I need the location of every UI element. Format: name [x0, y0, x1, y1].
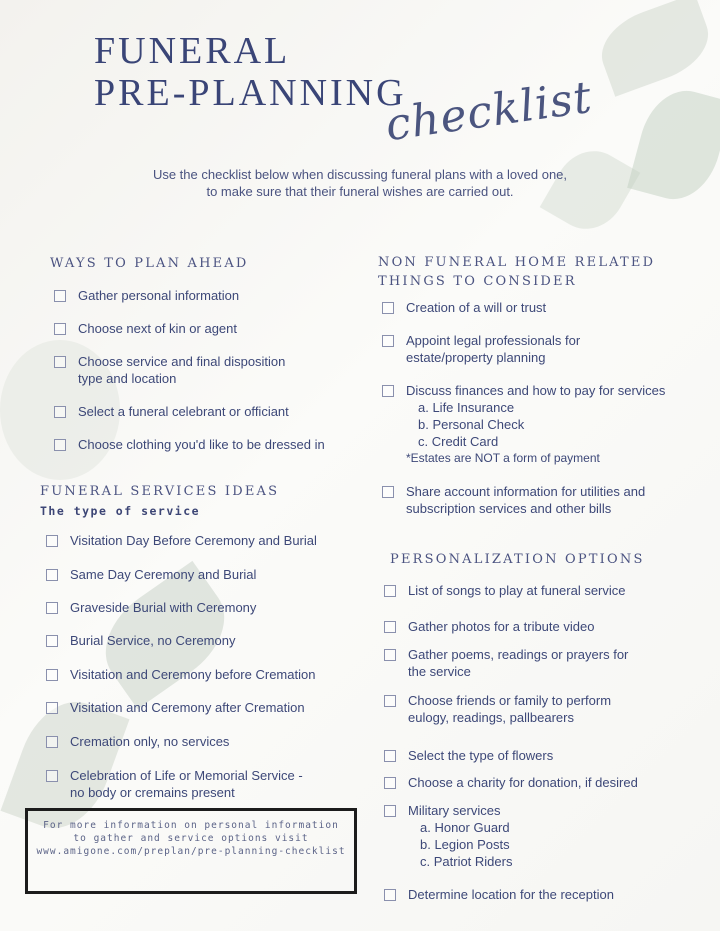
- sub-item-label: c. Credit Card: [418, 434, 499, 449]
- item-label: Cremation only, no services: [70, 734, 230, 749]
- item-label: subscription services and other bills: [406, 501, 612, 516]
- services-item: [46, 699, 305, 716]
- item-label: no body or cremains present: [70, 785, 235, 800]
- item-label: Select a funeral celebrant or officiant: [78, 404, 289, 419]
- item-label: Share account information for utilities and: [406, 484, 646, 499]
- item-label: type and location: [78, 371, 177, 386]
- checkbox[interactable]: [46, 569, 58, 581]
- info-line-2: to gather and service options visit: [73, 833, 309, 844]
- checkbox[interactable]: [382, 486, 394, 498]
- item-label: Visitation and Ceremony before Cremation: [70, 667, 316, 682]
- checkbox[interactable]: [46, 770, 58, 782]
- personal-item: [384, 618, 594, 635]
- item-text: [408, 774, 638, 791]
- title-script: checklist: [382, 71, 596, 152]
- checkbox[interactable]: [46, 669, 58, 681]
- checkbox[interactable]: [46, 702, 58, 714]
- personal-item: [384, 646, 628, 680]
- ways-item: [54, 320, 237, 337]
- title-line-2: PRE-PLANNING: [94, 72, 407, 114]
- personal-item: [384, 774, 638, 791]
- services-item: [46, 666, 315, 683]
- services-heading: FUNERAL SERVICES IDEAS: [40, 484, 280, 499]
- item-label: Gather photos for a tribute video: [408, 619, 595, 634]
- item-label: Celebration of Life or Memorial Service -: [70, 768, 303, 783]
- item-text: [70, 632, 235, 649]
- personal-item: [384, 692, 611, 726]
- ways-item: [54, 436, 325, 453]
- personal-heading: PERSONALIZATION OPTIONS: [390, 552, 645, 567]
- item-text: [408, 802, 512, 870]
- item-text: [408, 747, 553, 764]
- nonfuneral-heading: [378, 253, 655, 291]
- item-label: estate/property planning: [406, 350, 546, 365]
- page-title: [94, 30, 407, 114]
- item-text: [70, 532, 317, 549]
- personal-item: [384, 747, 553, 764]
- nonfuneral-heading-line-2: THINGS TO CONSIDER: [378, 274, 577, 289]
- sub-item-label: b. Personal Check: [418, 417, 525, 432]
- checkbox[interactable]: [54, 356, 66, 368]
- info-link[interactable]: www.amigone.com/preplan/pre-planning-checklist: [36, 846, 346, 857]
- item-text: [408, 618, 594, 635]
- item-text: [70, 733, 229, 750]
- ways-item: [54, 353, 285, 387]
- checkbox[interactable]: [54, 290, 66, 302]
- item-label: Graveside Burial with Ceremony: [70, 600, 257, 615]
- ways-item: [54, 403, 289, 420]
- item-label: eulogy, readings, pallbearers: [408, 710, 574, 725]
- item-label: Choose a charity for donation, if desired: [408, 775, 638, 790]
- item-label: Creation of a will or trust: [406, 300, 547, 315]
- checkbox[interactable]: [46, 535, 58, 547]
- checkbox[interactable]: [384, 649, 396, 661]
- personal-item: [384, 582, 626, 599]
- nonfuneral-item: [382, 483, 645, 517]
- ways-item: [54, 287, 239, 304]
- checkbox[interactable]: [382, 302, 394, 314]
- item-text: [70, 599, 256, 616]
- checkbox[interactable]: [54, 439, 66, 451]
- services-item: [46, 733, 229, 750]
- nonfuneral-item: [382, 332, 580, 366]
- item-label: Determine location for the reception: [408, 887, 614, 902]
- checkbox[interactable]: [46, 602, 58, 614]
- item-text: [70, 666, 315, 683]
- item-text: [406, 332, 580, 366]
- checkbox[interactable]: [384, 695, 396, 707]
- info-line-1: For more information on personal information: [43, 820, 339, 831]
- item-text: [408, 886, 614, 903]
- checkbox[interactable]: [382, 335, 394, 347]
- item-text: [406, 299, 546, 316]
- item-label: Select the type of flowers: [408, 748, 554, 763]
- item-text: [78, 287, 239, 304]
- nonfuneral-item: [382, 299, 546, 316]
- checkbox[interactable]: [384, 750, 396, 762]
- eucalyptus-leaf-decoration: [591, 0, 718, 97]
- sub-item-label: b. Legion Posts: [420, 837, 510, 852]
- item-text: [70, 699, 305, 716]
- item-label: Choose next of kin or agent: [78, 321, 237, 336]
- info-box: [25, 808, 357, 894]
- services-item: [46, 767, 303, 801]
- checkbox[interactable]: [384, 621, 396, 633]
- checkbox[interactable]: [54, 323, 66, 335]
- nonfuneral-item: [382, 382, 665, 467]
- item-label: Visitation Day Before Ceremony and Burial: [70, 533, 317, 548]
- item-text: [70, 566, 256, 583]
- ways-heading: WAYS TO PLAN AHEAD: [50, 256, 249, 271]
- sub-item-label: a. Honor Guard: [420, 820, 510, 835]
- checkbox[interactable]: [382, 385, 394, 397]
- checkbox[interactable]: [384, 805, 396, 817]
- item-label: Choose clothing you'd like to be dressed in: [78, 437, 325, 452]
- nonfuneral-heading-line-1: NON FUNERAL HOME RELATED: [378, 255, 656, 270]
- item-text: [408, 692, 611, 726]
- checkbox[interactable]: [384, 777, 396, 789]
- item-text: [406, 483, 645, 517]
- item-label: Same Day Ceremony and Burial: [70, 567, 257, 582]
- footnote: *Estates are NOT a form of payment: [406, 451, 600, 465]
- checkbox[interactable]: [384, 889, 396, 901]
- item-text: [408, 646, 628, 680]
- item-label: Gather personal information: [78, 288, 240, 303]
- sub-item-label: c. Patriot Riders: [420, 854, 513, 869]
- checkbox[interactable]: [384, 585, 396, 597]
- item-label: Discuss finances and how to pay for services: [406, 383, 666, 398]
- personal-item: [384, 886, 614, 903]
- eucalyptus-leaf-decoration: [627, 82, 720, 209]
- services-item: [46, 532, 317, 549]
- item-label: Choose friends or family to perform: [408, 693, 612, 708]
- item-label: List of songs to play at funeral service: [408, 583, 626, 598]
- item-label: Appoint legal professionals for: [406, 333, 581, 348]
- item-text: [78, 436, 325, 453]
- item-label: Military services: [408, 803, 501, 818]
- item-label: Choose service and final disposition: [78, 354, 286, 369]
- item-text: [406, 382, 665, 467]
- services-subheading: The type of service: [40, 504, 201, 518]
- item-text: [408, 582, 626, 599]
- item-label: Burial Service, no Ceremony: [70, 633, 236, 648]
- item-text: [78, 403, 289, 420]
- personal-item: [384, 802, 512, 870]
- item-label: the service: [408, 664, 471, 679]
- checkbox[interactable]: [54, 406, 66, 418]
- services-item: [46, 566, 256, 583]
- intro-line-1: Use the checklist below when discussing funeral plans with a loved one,: [152, 167, 568, 182]
- item-label: Gather poems, readings or prayers for: [408, 647, 629, 662]
- title-line-1: FUNERAL: [94, 30, 291, 72]
- item-text: [70, 767, 303, 801]
- item-text: [78, 320, 237, 337]
- services-item: [46, 632, 235, 649]
- intro-text: [120, 166, 600, 200]
- services-item: [46, 599, 256, 616]
- intro-line-2: to make sure that their funeral wishes are carried out.: [206, 184, 514, 199]
- sub-item-label: a. Life Insurance: [418, 400, 515, 415]
- item-label: Visitation and Ceremony after Cremation: [70, 700, 305, 715]
- checkbox[interactable]: [46, 736, 58, 748]
- checkbox[interactable]: [46, 635, 58, 647]
- item-text: [78, 353, 285, 387]
